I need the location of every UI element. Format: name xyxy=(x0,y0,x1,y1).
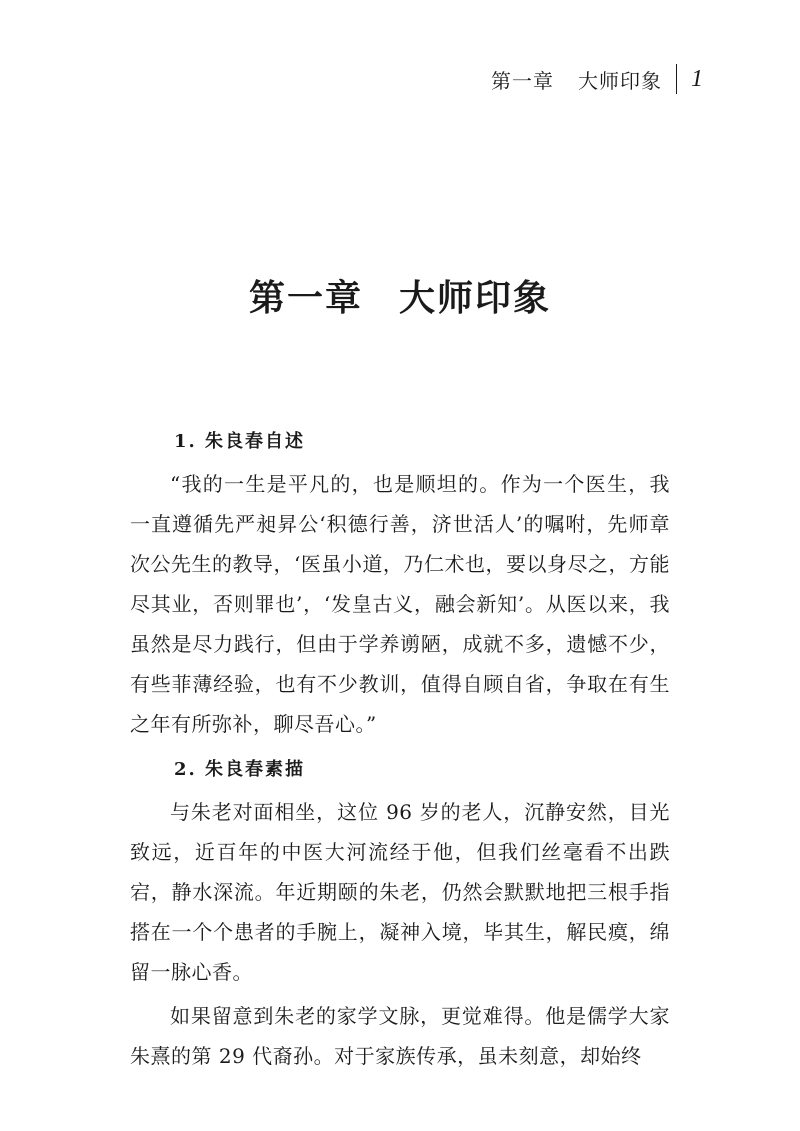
paragraph-sketch-1: 与朱老对面相坐，这位 96 岁的老人，沉静安然，目光致远，近百年的中医大河流经于他，但我们丝毫看不出跌宕，静水深流。年近期颐的朱老，仍然会默默地把三根手指搭在一个个患者的手腕上，凝神入境，毕其生，解民瘼，绵留一脉心香。 xyxy=(130,800,670,984)
body-text xyxy=(130,420,670,1080)
chapter-title xyxy=(0,270,800,321)
header-divider xyxy=(676,64,677,94)
header-chapter-title: 大师印象 xyxy=(578,68,662,93)
chapter-number: 第一章 xyxy=(248,278,363,319)
paragraph-self-account: “我的一生是平凡的，也是顺坦的。作为一个医生，我一直遵循先严昶昇公‘积德行善，济世活人’的嘱咐，先师章次公先生的教导，‘医虽小道，乃仁术也，要以身尽之，方能尽其业，否则罪也’，‘发皇古义，融会新知’。从医以来，我虽然是尽力践行，但由于学养谫陋，成就不多，遗憾不少，有些菲薄经验，也有不少教训，值得自顾自省，争取在有生之年有所弥补，聊尽吾心。” xyxy=(130,472,670,736)
section-heading-sketch: 2. 朱良春素描 xyxy=(174,759,306,780)
paragraph-sketch-2: 如果留意到朱老的家学文脉，更觉难得。他是儒学大家朱熹的第 29 代裔孙。对于家族传承，虽未刻意，却始终 xyxy=(130,1004,670,1068)
page-number: 1 xyxy=(691,65,704,92)
header-chapter-label: 第一章 xyxy=(491,68,554,93)
chapter-name: 大师印象 xyxy=(399,278,552,319)
running-header xyxy=(491,64,704,94)
section-heading-self-account: 1. 朱良春自述 xyxy=(174,431,306,452)
